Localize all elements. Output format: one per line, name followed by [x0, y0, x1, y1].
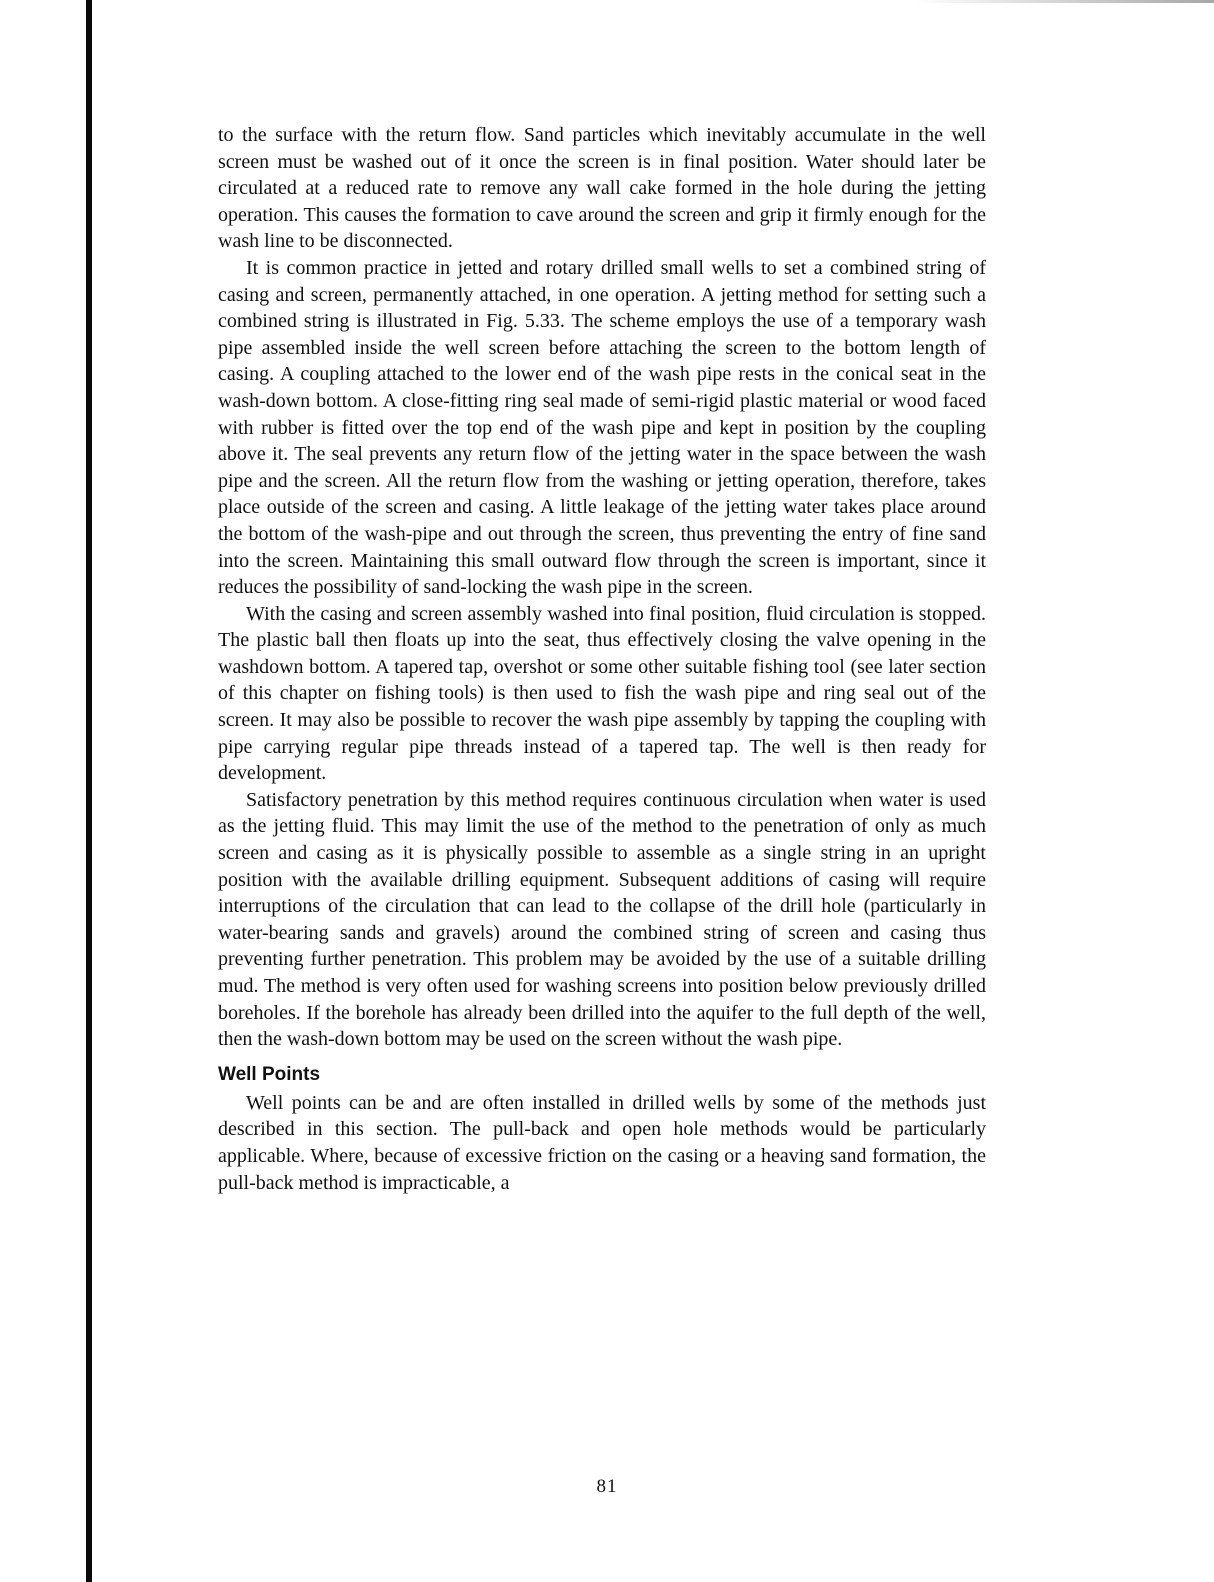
- paragraph-continuation: to the surface with the return flow. Sand particles which inevitably accumulate in the well screen must be washed out of it once the screen is in final position. Water should later be circulated at a reduced rate to remove any wall cake formed in the hole during the jetting operation. This causes the formation to cave around the screen and grip it firmly enough for the wash line to be disconnected.: [218, 124, 986, 253]
- paragraph-well-points: Well points can be and are often installed in drilled wells by some of the methods just described in this section. The pull-back and open hole methods would be particularly applicable. Where, because of excessive friction on the casing or a heaving sand formation, the pull-back method is impracticable, a: [218, 1091, 986, 1194]
- page-binding-edge: [86, 0, 92, 1582]
- paragraph-fluid-circulation: With the casing and screen assembly washed into final position, fluid circulation is stopped. The plastic ball then floats up into the seat, thus effectively closing the valve opening in the washdown bottom. A tapered tap, overshot or some other suitable fishing tool (see later section of this chapter on fishing tools) is then used to fish the wash pipe and ring seal out of the screen. It may also be possible to recover the wash pipe assembly by tapping the coupling with pipe carrying regular pipe threads instead of a tapered tap. The well is then ready for development.: [218, 602, 986, 785]
- page-body: [218, 122, 986, 1196]
- paragraph-penetration: Satisfactory penetration by this method requires continuous circulation when water is used as the jetting fluid. This may limit the use of the method to the penetration of only as much screen and casing as it is physically possible to assemble as a single string in an upright position with the available drilling equipment. Subsequent additions of casing will require interruptions of the circulation that can lead to the collapse of the drill hole (particularly in water-bearing sands and gravels) around the combined string of screen and casing thus preventing further penetration. This problem may be avoided by the use of a suitable drilling mud. The method is very often used for washing screens into position below previously drilled boreholes. If the borehole has already been drilled into the aquifer to the full depth of the well, then the wash-down bottom may be used on the screen without the wash pipe.: [218, 788, 986, 1051]
- paragraph-combined-string: It is common practice in jetted and rotary drilled small wells to set a combined string of casing and screen, permanently attached, in one operation. A jetting method for setting such a combined string is illustrated in Fig. 5.33. The scheme employs the use of a temporary wash pipe assembled inside the well screen before attaching the screen to the bottom length of casing. A coupling attached to the lower end of the wash pipe rests in the conical seat in the wash-down bottom. A close-fitting ring seal made of semi-rigid plastic material or wood faced with rubber is fitted over the top end of the wash pipe and kept in position by the coupling above it. The seal prevents any return flow of the jetting water in the space between the wash pipe and the screen. All the return flow from the washing or jetting operation, therefore, takes place outside of the screen and casing. A little leakage of the jetting water takes place around the bottom of the wash-pipe and out through the screen, thus preventing the entry of fine sand into the screen. Maintaining this small outward flow through the screen is important, since it reduces the possibility of sand-locking the wash pipe in the screen.: [218, 256, 986, 599]
- page-number: 81: [596, 1476, 618, 1497]
- scan-artifact: [914, 0, 1214, 3]
- section-heading: Well Points: [218, 1063, 321, 1085]
